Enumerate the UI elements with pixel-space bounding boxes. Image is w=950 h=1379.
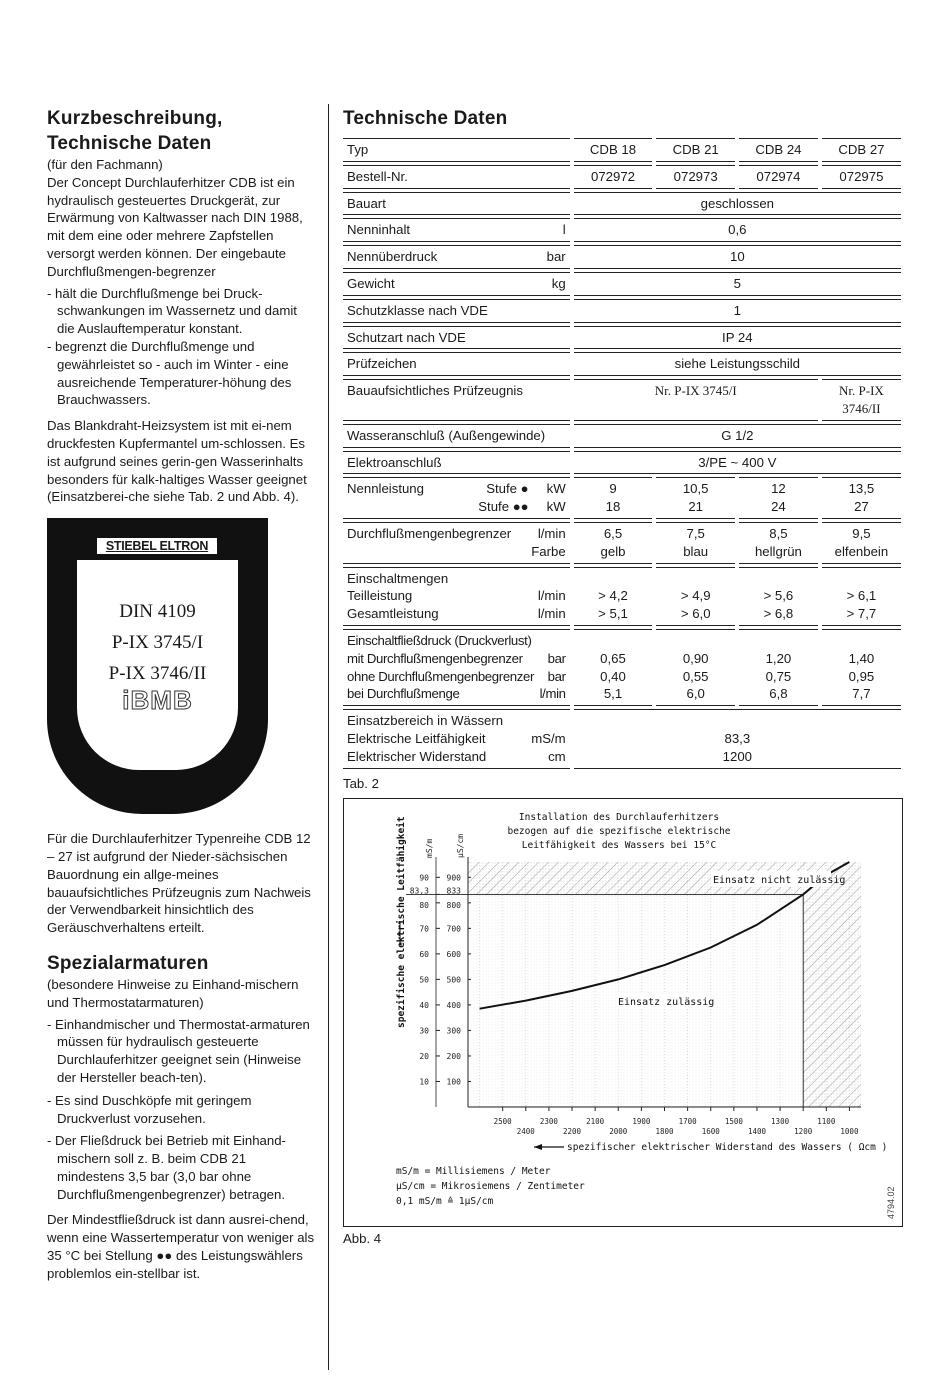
y-tick-label-a: 10 [419,1077,429,1087]
value-cell: 0,6 [574,218,901,242]
table-row [343,424,901,448]
certification-mark [47,518,268,814]
y-tick-label-a: 30 [419,1026,429,1036]
table-row [343,138,901,162]
x-tick-label: 1400 [747,1127,767,1136]
y-tick-label-b: 400 [446,1000,461,1010]
x-tick-label: 1600 [701,1127,720,1136]
model-cell: CDB 18 [574,138,653,162]
row-label: Wasseranschluß (Außengewinde) [343,424,570,448]
subtitle-hinweise: (besondere Hinweise zu Einhand-mischern und Thermostatarmaturen) [47,976,299,1010]
legend-note: 0,1 mS/m ≙ 1µS/cm [396,1196,494,1207]
table-row [343,709,901,768]
x-tick-label: 1500 [724,1117,743,1126]
y-tick-label-a: 60 [419,949,429,959]
value-cell: IP 24 [574,326,901,350]
region-label-allowed: Einsatz zulässig [618,997,715,1008]
cert-p-ix-1: P-IX 3745/I [111,632,204,654]
heading-line-1: Kurzbeschreibung, [47,108,223,129]
list-item: - Einhandmischer und Thermostat-armaturen müssen für hydraulisch gesteuerte Durchlauferhitzer geeignet sein (Hinweise der Hersteller beach-ten). [47,1016,310,1085]
subtitle-fachmann: (für den Fachmann) [47,157,163,172]
unit-text: kW [546,499,566,515]
heading-spezialarmaturen: Spezialarmaturen [47,952,209,974]
unit-text: Farbe [531,543,566,559]
y-axis-label: spezifische elektrische Leitfähigkeit [396,816,407,1028]
chart-title-line: Installation des Durchlauferhitzers [518,812,720,823]
label-text: Einschaltfließdruck (Druckverlust) [347,632,532,648]
x-tick-label: 2200 [562,1127,582,1136]
value-cell: 3/PE ~ 400 V [574,451,901,475]
table-row [343,218,901,242]
figure-ref-code: 4794.02 [886,1186,896,1219]
table-row [343,451,901,475]
row-label: Bauart [343,192,570,216]
x-tick-label: 2100 [586,1117,605,1126]
row-label: Nennüberdruck bar [343,245,570,269]
y-tick-label-b: 100 [446,1077,461,1087]
heating-system-paragraph: Das Blankdraht-Heizsystem ist mit ei-nem druckfesten Kupfermantel um-schlossen. Es ist aufgrund seines gerin-gen Wasserinhalts besonders für kalk-haltiges Wasser geeignet (Einsatzberei-che siehe Tab. 2 und Abb. 4). [47,418,307,505]
value-cell: 5 [574,272,901,296]
table-row [343,165,901,189]
x-tick-label: 1100 [817,1117,836,1126]
value-cell: > 4,2 > 5,1 [574,567,653,626]
model-cell: CDB 21 [656,138,735,162]
table-caption: Tab. 2 [343,775,379,791]
row-label [343,522,570,564]
row-label [343,567,570,626]
label-text: Stufe ●● [478,499,529,515]
order-number-cell: 072974 [739,165,818,189]
label-text: mit Durchflußmengenbegrenzer [347,650,523,666]
row-label: Typ [343,138,570,162]
value-cell: 12 24 [739,477,818,519]
value-cell: > 6,1 > 7,7 [822,567,901,626]
chart-svg [344,799,902,1226]
y-tick-label-a: 20 [419,1051,429,1061]
table-row [343,272,901,296]
label-text: Gesamtleistung [347,606,439,622]
row-label: Nenninhalt l [343,218,570,242]
intro-paragraph: Der Concept Durchlauferhitzer CDB ist ein hydraulisch gesteuertes Druckgerät, zur Erwärmung von Kaltwasser nach DIN 1988, mit dem eine oder mehrere Zapfstellen versorgt werden können. Der eingebaute Durchflußmengen-begrenzer [47,174,303,279]
table-row [343,326,901,350]
chart-title-line: Leitfähigkeit des Wassers bei 15°C [521,840,717,851]
row-label [343,709,570,768]
single-value-rows [343,192,901,377]
unit-text: cm [548,748,566,764]
heading-technische-daten: Technische Daten [343,108,508,129]
row-label: Schutzart nach VDE [343,326,570,350]
value-cell: G 1/2 [574,424,901,448]
chart-title-line: bezogen auf die spezifische elektrische [507,826,731,837]
y-tick-label-a: 83,3 [409,886,429,896]
column-divider [328,104,329,1370]
row-label: Gewicht kg [343,272,570,296]
x-axis-label: spezifischer elektrischer Widerstand des Wassers ( Ωcm ) [567,1142,888,1153]
label-text: Stufe ● [486,481,529,497]
value-cell: 9 18 [574,477,653,519]
model-cell: CDB 27 [822,138,901,162]
x-arrow-head [534,1144,542,1150]
row-label: Prüfzeichen [343,352,570,376]
value-cell: siehe Leistungsschild [574,352,901,376]
label-text: Einschaltmengen [347,570,449,586]
unit-text: l/min [537,525,566,541]
value-cell: 1,20 0,75 6,8 [739,629,818,706]
unit-text: mS/m [531,730,566,746]
value-cell: 10 [574,245,901,269]
left-column [47,106,315,1283]
y-tick-label-b: 700 [446,924,461,934]
unit-text: l/min [537,588,566,604]
x-tick-label: 2000 [609,1127,628,1136]
table-row [343,299,901,323]
table-row [343,245,901,269]
value-cell: 7,5 blau [656,522,735,564]
row-label [343,477,570,519]
cert-number-cell: Nr. P-IX 3745/I [574,379,818,421]
ibmb-logo: iBMB [122,685,193,716]
model-cell: CDB 24 [739,138,818,162]
unit-text: kW [546,481,566,497]
list-item: - Der Fließdruck bei Betrieb mit Einhand-mischern soll z. B. beim CDB 21 mindestens 3,5 bar (3,0 bar ohne Durchflußmengenbegrenzer) betragen. [47,1133,286,1202]
row-label [343,629,570,706]
y-tick-label-b: 500 [446,975,461,985]
minimum-pressure-paragraph: Der Mindestfließdruck ist dann ausrei-chend, wenn eine Wassertemperatur von weniger als 35 °C bei Stellung ●● des Leistungswählers problemlos ein-stellbar ist. [47,1212,315,1281]
unit-text: l/min [539,686,566,702]
x-tick-label: 2500 [493,1117,512,1126]
label-text: Nennleistung [347,481,424,497]
label-text: Elektrische Leitfähigkeit [347,730,486,746]
y-tick-label-a: 70 [419,924,429,934]
unit-text: l/min [537,606,566,622]
cert-lines [77,596,238,689]
value-cell: 8,5 hellgrün [739,522,818,564]
table-row [343,192,901,216]
table-row [343,629,901,706]
cert-din: DIN 4109 [119,601,196,623]
value-cell: > 5,6 > 6,8 [739,567,818,626]
row-label: Bestell-Nr. [343,165,570,189]
figure-caption: Abb. 4 [343,1231,382,1246]
legend-note: µS/cm = Mikrosiemens / Zentimeter [396,1181,585,1192]
table-row [343,352,901,376]
unit-text: bar [547,650,566,666]
legend-note: mS/m = Millisiemens / Meter [396,1166,551,1177]
row-label: Bauaufsichtliches Prüfzeugnis [343,379,570,421]
value-cell: 1 [574,299,901,323]
y-tick-label-a: 80 [419,900,429,910]
y-tick-label-b: 300 [446,1026,461,1036]
label-text: Durchflußmengenbegrenzer [347,525,512,541]
value-cell: 1,40 0,95 7,7 [822,629,901,706]
fittings-list [47,1016,315,1204]
value-cell: 10,5 21 [656,477,735,519]
value-cell: > 4,9 > 6,0 [656,567,735,626]
x-tick-label: 1900 [632,1117,651,1126]
x-tick-label: 2400 [516,1127,535,1136]
y-tick-label-b: 600 [446,949,461,959]
x-tick-label: 1800 [655,1127,674,1136]
heading-kurzbeschreibung [47,106,315,156]
value-cell: 0,65 0,40 5,1 [574,629,653,706]
order-number-cell: 072972 [574,165,653,189]
value-cell: 9,5 elfenbein [822,522,901,564]
list-item: - hält die Durchflußmenge bei Druck-schwankungen im Wassernetz und damit die Auslauftemperatur konstant. [47,285,297,337]
chart-figure [343,798,903,1227]
technical-data-table [339,135,905,772]
value-cell: 6,5 gelb [574,522,653,564]
value-cell: 0,90 0,55 6,0 [656,629,735,706]
stiebel-eltron-logo: STIEBEL ELTRON [97,538,217,554]
label-text: Einsatzbereich in Wässern [347,713,504,729]
table-row [343,522,901,564]
value-cell: 83,3 1200 [574,709,901,768]
y-tick-label-b: 833 [446,886,461,896]
right-column [343,106,903,791]
value-cell: 13,5 27 [822,477,901,519]
y-tick-label-b: 800 [446,900,461,910]
list-item: - begrenzt die Durchflußmenge und gewährleistet so - auch im Winter - eine ausreichende Temperaturer-höhung des Brauchwassers. [47,338,292,408]
y-unit-a: mS/m [425,838,434,858]
y-tick-label-b: 900 [446,873,461,883]
y-unit-b: µS/cm [456,833,465,858]
x-tick-label: 1200 [794,1127,813,1136]
row-label: Elektroanschluß [343,451,570,475]
x-tick-label: 2300 [539,1117,558,1126]
y-tick-label-a: 40 [419,1000,429,1010]
order-number-cell: 072973 [656,165,735,189]
table-row [343,477,901,519]
cert-number-cell: Nr. P-IX 3746/II [822,379,901,421]
label-text: bei Durchflußmenge [347,686,460,702]
y-tick-label-b: 200 [446,1051,461,1061]
region-label-not-allowed: Einsatz nicht zulässig [713,875,846,886]
table-row [343,379,901,421]
heading-line-2: Technische Daten [47,133,212,154]
cert-p-ix-2: P-IX 3746/II [108,663,207,685]
table-row [343,567,901,626]
row-label: Schutzklasse nach VDE [343,299,570,323]
label-text: Elektrischer Widerstand [347,748,487,764]
value-cell: geschlossen [574,192,901,216]
feature-list [47,285,315,410]
y-tick-label-a: 50 [419,975,429,985]
unit-text: bar [547,668,566,684]
label-text: Teilleistung [347,588,413,604]
y-tick-label-a: 90 [419,873,429,883]
approval-paragraph: Für die Durchlauferhitzer Typenreihe CDB 12 – 27 ist aufgrund der Nieder-sächsischen Bauordnung ein allge-meines bauaufsichtliches Prüfzeugnis zum Nachweis der Verwendbarkeit hinsichtlich des Geräuschverhaltens erteilt. [47,831,311,936]
label-text: ohne Durchflußmengenbegrenzer [347,668,535,684]
x-tick-label: 1700 [678,1117,697,1126]
list-item: - Es sind Duschköpfe mit geringem Druckverlust vorzusehen. [47,1092,252,1126]
x-tick-label: 1000 [840,1127,859,1136]
x-tick-label: 1300 [771,1117,790,1126]
order-number-cell: 072975 [822,165,901,189]
